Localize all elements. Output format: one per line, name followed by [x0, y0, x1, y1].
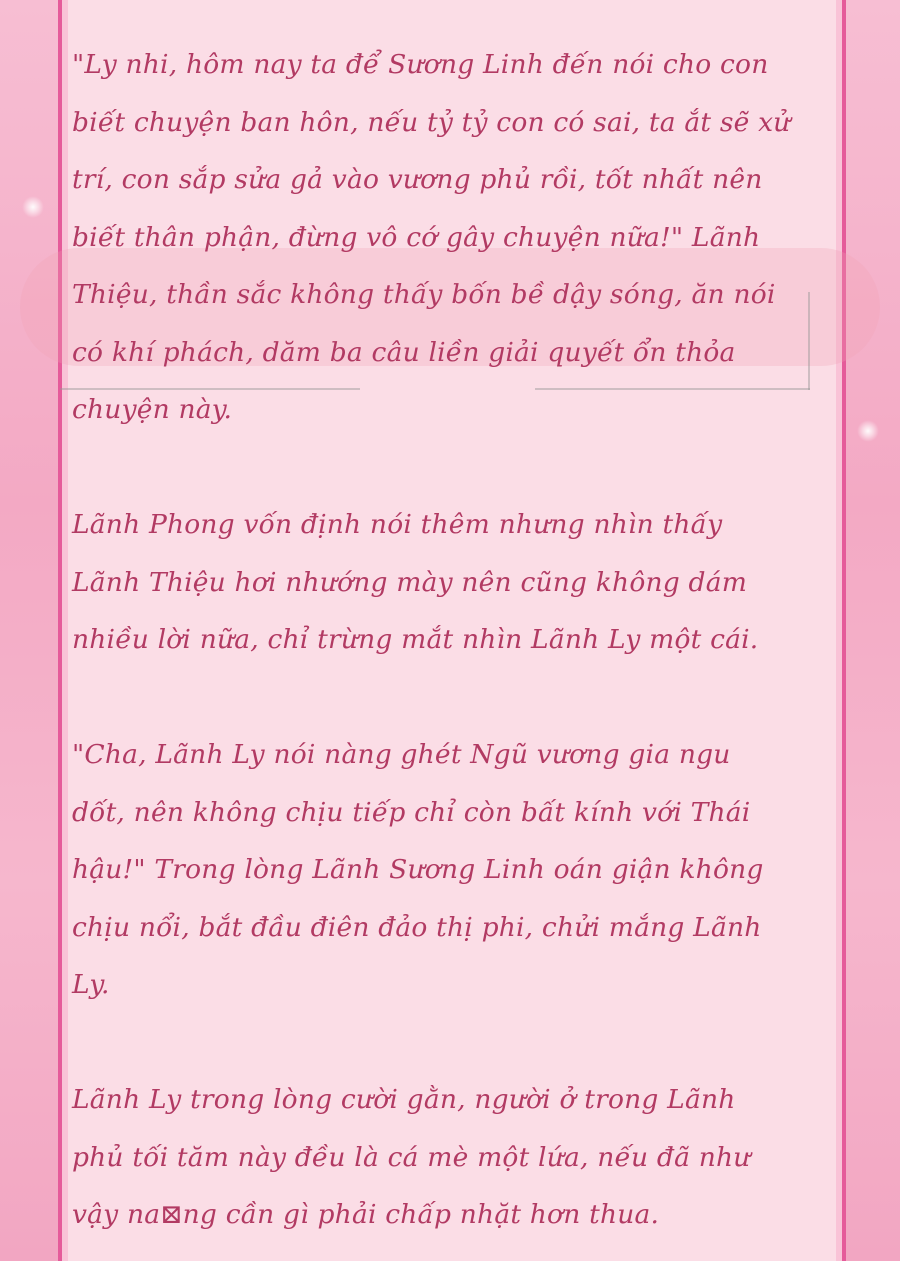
- text-line: Lãnh Thiệu hơi nhướng mày nên cũng không dám: [72, 566, 748, 598]
- text-line: vậy na⊠ng cần gì phải chấp nhặt hơn thua.: [72, 1199, 660, 1230]
- text-line: Thiệu, thần sắc không thấy bốn bề dậy sóng, ăn nói: [72, 279, 776, 310]
- text-line: "Cha, Lãnh Ly nói nàng ghét Ngũ vương gia ngu: [72, 739, 731, 770]
- text-line: "Ly nhi, hôm nay ta để Sương Linh đến nói cho con: [72, 49, 769, 80]
- text-line: hậu!" Trong lòng Lãnh Sương Linh oán giận không: [72, 854, 764, 885]
- text-line: biết chuyện ban hôn, nếu tỷ tỷ con có sai, ta ắt sẽ xử: [72, 106, 791, 138]
- paragraph: [72, 1071, 832, 1244]
- text-line: trí, con sắp sửa gả vào vương phủ rồi, tốt nhất nên: [72, 164, 763, 195]
- paragraph: [72, 496, 832, 669]
- text-line: dốt, nên không chịu tiếp chỉ còn bất kính với Thái: [72, 796, 751, 828]
- text-line: biết thân phận, đừng vô cớ gây chuyện nữa!" Lãnh: [72, 221, 761, 253]
- sparkle-decoration: [22, 196, 44, 218]
- text-line: chuyện này.: [72, 394, 233, 425]
- text-line: Lãnh Phong vốn định nói thêm nhưng nhìn thấy: [72, 509, 723, 540]
- paragraph: [72, 36, 832, 439]
- right-background-strip: [838, 0, 900, 1261]
- text-line: nhiều lời nữa, chỉ trừng mắt nhìn Lãnh Ly một cái.: [72, 624, 759, 655]
- text-line: phủ tối tăm này đều là cá mè một lứa, nếu đã như: [72, 1141, 751, 1173]
- sparkle-decoration: [857, 420, 879, 442]
- paragraph: [72, 726, 832, 1014]
- text-line: có khí phách, dăm ba câu liền giải quyết ổn thỏa: [72, 336, 736, 368]
- text-line: Ly.: [72, 969, 110, 1000]
- text-line: Lãnh Ly trong lòng cười gằn, người ở trong Lãnh: [72, 1084, 736, 1115]
- story-text: [72, 36, 832, 1261]
- text-line: chịu nổi, bắt đầu điên đảo thị phi, chửi mắng Lãnh: [72, 911, 762, 943]
- left-background-strip: [0, 0, 60, 1261]
